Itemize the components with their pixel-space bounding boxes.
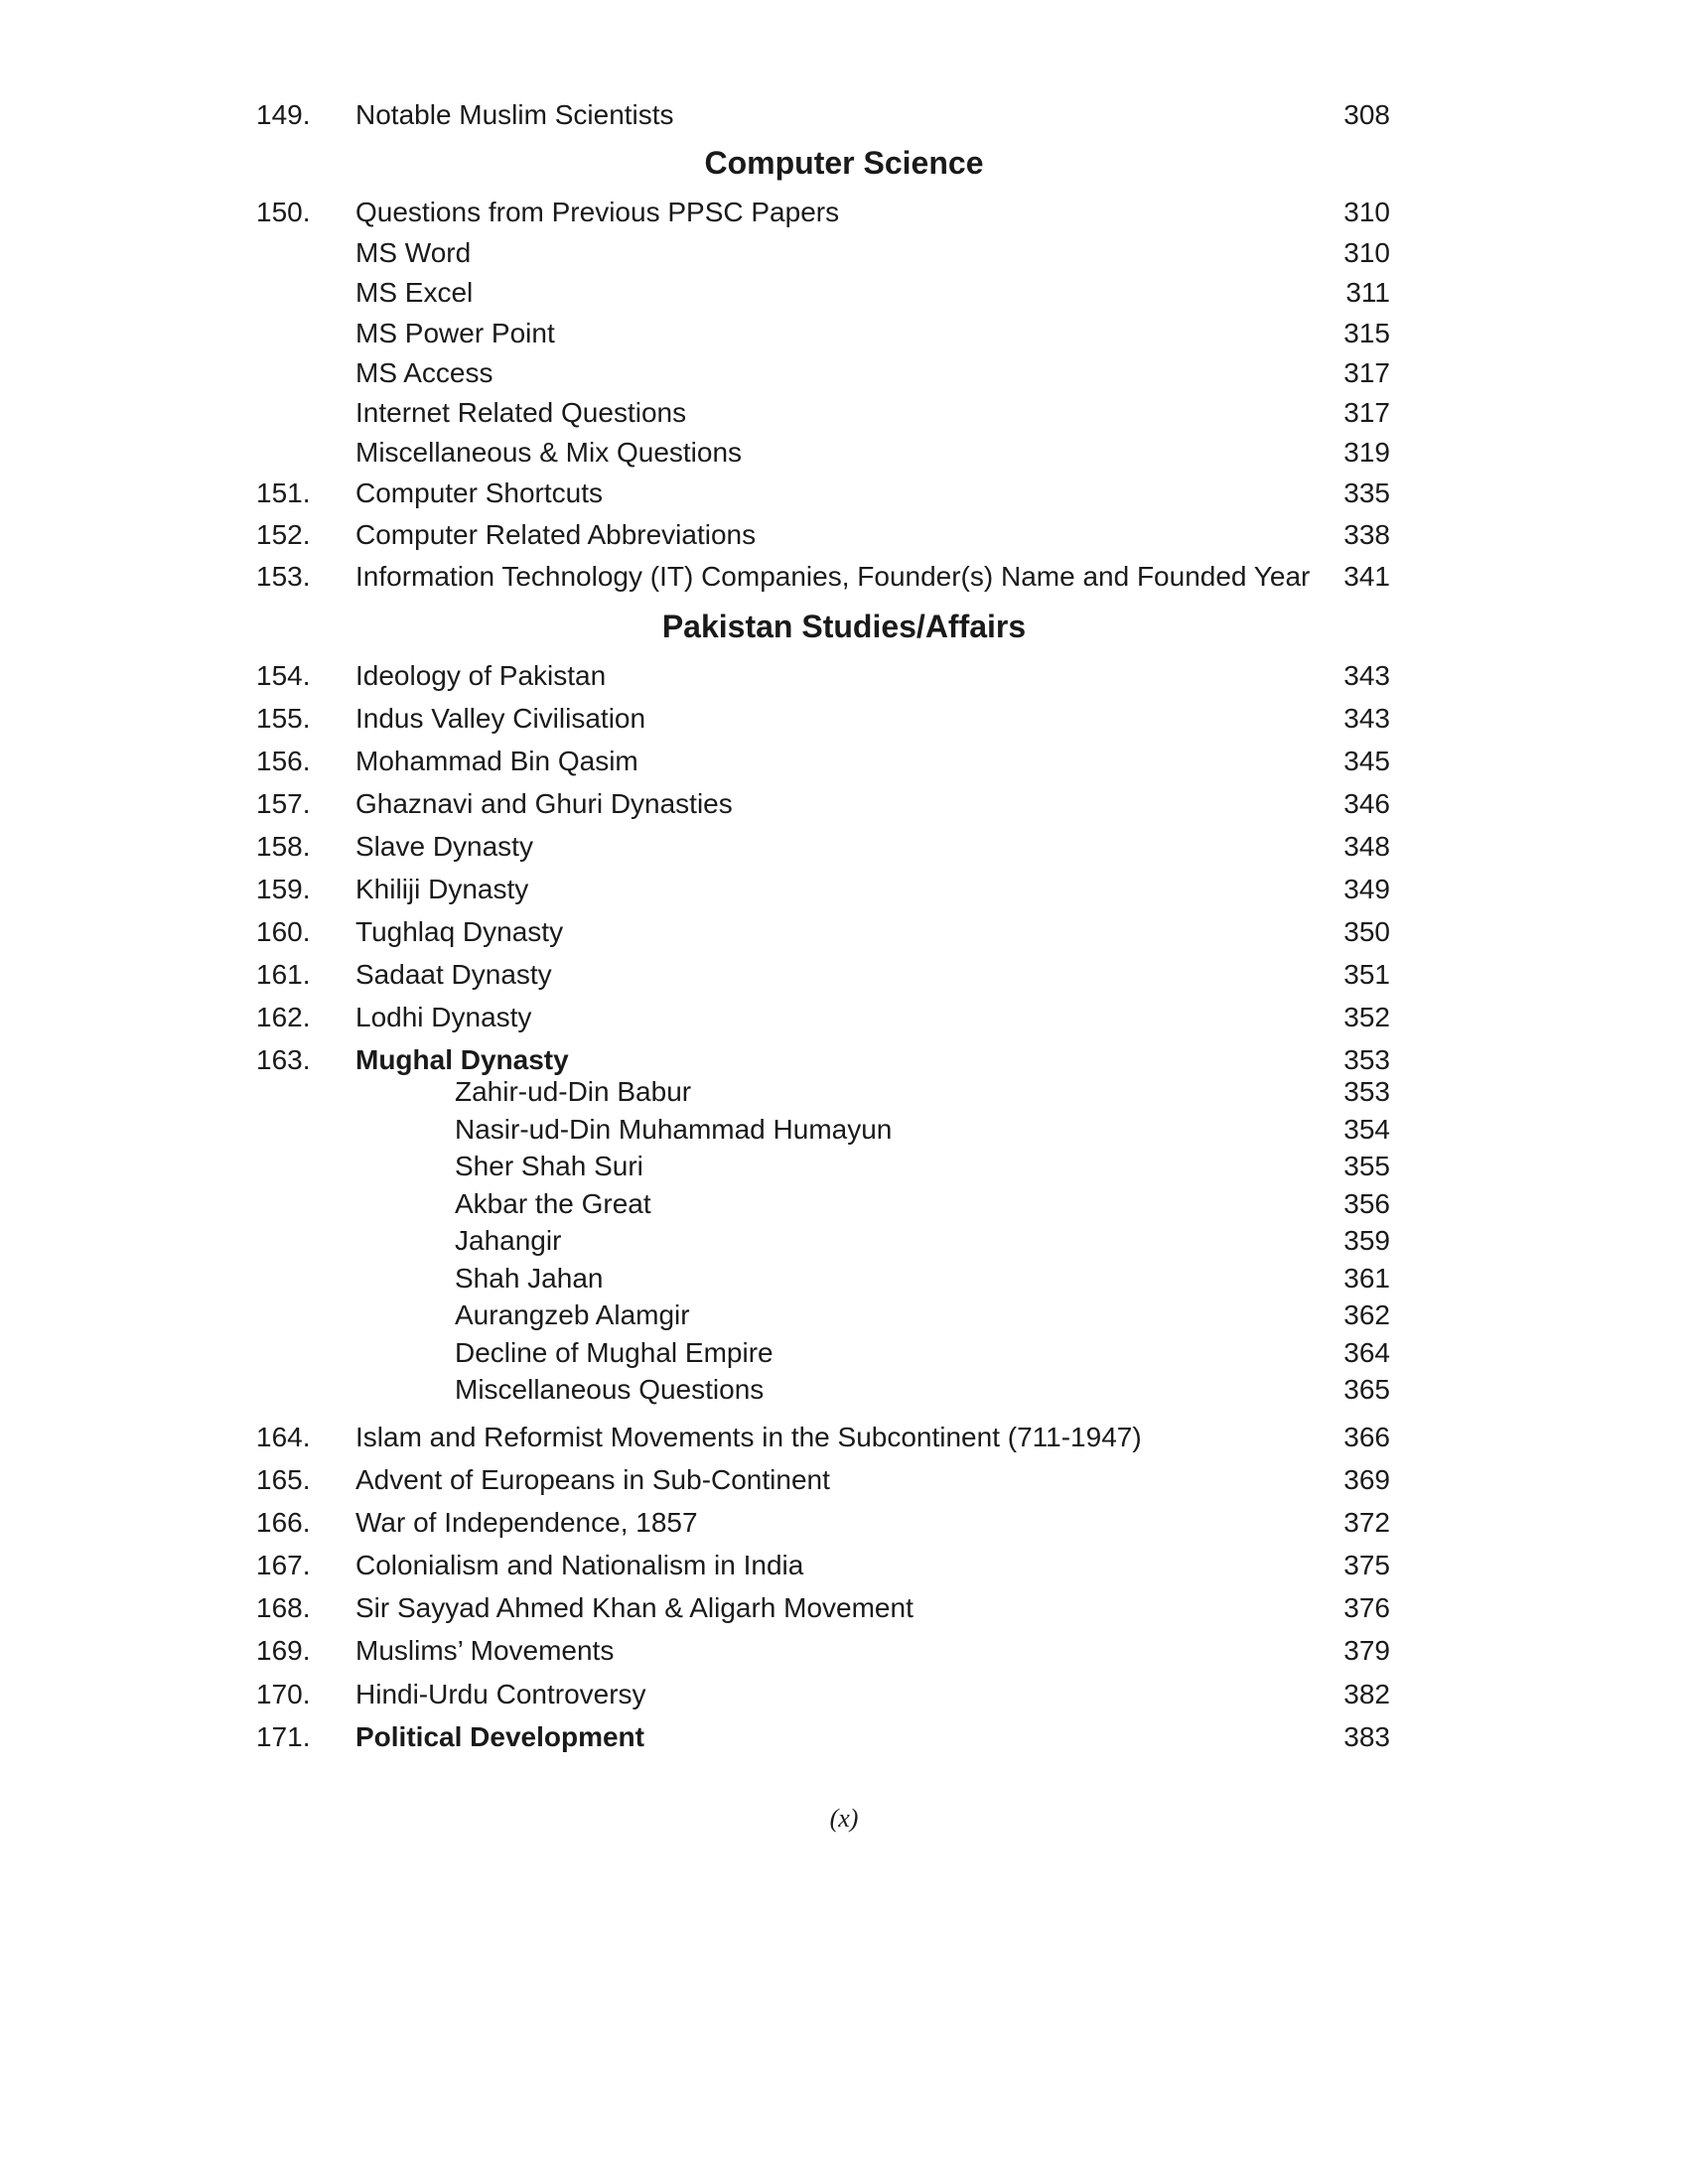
toc-entry [0, 1587, 1688, 1629]
toc-entry [0, 473, 1688, 514]
entry-title: Nasir-ud-Din Muhammad Humayun [455, 1114, 893, 1145]
entry-page-number: 343 [1343, 703, 1390, 734]
entry-number: 156. [256, 746, 311, 776]
toc-entry [0, 1545, 1688, 1586]
entry-page-number: 353 [1343, 1044, 1390, 1075]
section-heading: Pakistan Studies/Affairs [661, 609, 1027, 644]
entry-number: 165. [256, 1464, 311, 1495]
toc-subentry [0, 1071, 1688, 1113]
entry-title: Hindi-Urdu Controversy [355, 1679, 646, 1709]
toc-entry [0, 192, 1688, 233]
entry-page-number: 369 [1343, 1464, 1390, 1495]
entry-number: 157. [256, 788, 311, 819]
toc-entry [0, 1716, 1688, 1758]
toc-entry [0, 655, 1688, 697]
entry-number: 155. [256, 703, 311, 734]
toc-subentry [0, 1369, 1688, 1411]
entry-title: Miscellaneous & Mix Questions [355, 437, 743, 468]
entry-page-number: 351 [1343, 959, 1390, 990]
entry-page-number: 319 [1343, 437, 1390, 468]
entry-page-number: 355 [1343, 1151, 1390, 1181]
entry-title: MS Word [355, 237, 472, 268]
entry-title: Islam and Reformist Movements in the Subcontinent (711-1947) [355, 1422, 1142, 1452]
toc-subentry [0, 1258, 1688, 1299]
toc-entry [0, 1630, 1688, 1672]
entry-number: 164. [256, 1422, 311, 1452]
toc-entry [0, 826, 1688, 868]
entry-title: Miscellaneous Questions [455, 1374, 765, 1405]
entry-title: Lodhi Dynasty [355, 1002, 532, 1032]
entry-page-number: 341 [1343, 561, 1390, 592]
toc-subentry [0, 1295, 1688, 1336]
toc-entry [0, 1502, 1688, 1544]
entry-number: 153. [256, 561, 311, 592]
entry-title: MS Power Point [355, 318, 555, 348]
toc-subentry [0, 1332, 1688, 1374]
toc-entry [0, 556, 1688, 598]
entry-number: 163. [256, 1044, 311, 1075]
entry-page-number: 364 [1343, 1337, 1390, 1368]
entry-title: Information Technology (IT) Companies, Founder(s) Name and Founded Year [355, 561, 1311, 592]
entry-number: 152. [256, 519, 311, 550]
entry-number: 150. [256, 197, 311, 227]
entry-title: Sher Shah Suri [455, 1151, 643, 1181]
section-heading: Computer Science [704, 145, 984, 181]
entry-title: Notable Muslim Scientists [355, 99, 674, 130]
toc-entry [0, 911, 1688, 953]
entry-page-number: 317 [1343, 357, 1390, 388]
entry-page-number: 362 [1343, 1299, 1390, 1330]
entry-page-number: 310 [1343, 197, 1390, 227]
entry-title: MS Excel [355, 277, 474, 308]
entry-number: 151. [256, 478, 311, 508]
toc-subentry [0, 1183, 1688, 1225]
entry-title: MS Access [355, 357, 493, 388]
entry-page-number: 346 [1343, 788, 1390, 819]
entry-title: War of Independence, 1857 [355, 1507, 698, 1538]
entry-page-number: 365 [1343, 1374, 1390, 1405]
entry-title: Advent of Europeans in Sub-Continent [355, 1464, 830, 1495]
toc-entry [0, 954, 1688, 996]
entry-title: Sadaat Dynasty [355, 959, 552, 990]
entry-number: 171. [256, 1721, 311, 1752]
entry-title: Questions from Previous PPSC Papers [355, 197, 840, 227]
toc-entry [0, 352, 1688, 394]
toc-entry [0, 94, 1688, 136]
entry-title: Colonialism and Nationalism in India [355, 1550, 804, 1580]
entry-title: Indus Valley Civilisation [355, 703, 646, 734]
entry-page-number: 345 [1343, 746, 1390, 776]
entry-number: 160. [256, 916, 311, 947]
entry-title: Decline of Mughal Empire [455, 1337, 774, 1368]
entry-title: Aurangzeb Alamgir [455, 1299, 690, 1330]
entry-number: 169. [256, 1635, 311, 1666]
entry-number: 158. [256, 831, 311, 862]
entry-title: Computer Related Abbreviations [355, 519, 757, 550]
entry-number: 167. [256, 1550, 311, 1580]
entry-page-number: 308 [1343, 99, 1390, 130]
toc-entry [0, 432, 1688, 474]
entry-page-number: 315 [1343, 318, 1390, 348]
entry-title: Khiliji Dynasty [355, 874, 529, 904]
toc-entry [0, 1417, 1688, 1458]
entry-page-number: 366 [1343, 1422, 1390, 1452]
toc-entry [0, 741, 1688, 782]
entry-page-number: 335 [1343, 478, 1390, 508]
entry-number: 168. [256, 1592, 311, 1623]
entry-page-number: 372 [1343, 1507, 1390, 1538]
entry-page-number: 361 [1343, 1263, 1390, 1294]
entry-title: Akbar the Great [455, 1188, 651, 1219]
toc-subentry [0, 1109, 1688, 1151]
toc-subentry [0, 1146, 1688, 1187]
toc-entry [0, 997, 1688, 1038]
page-number-footer: (x) [829, 1804, 859, 1833]
entry-page-number: 343 [1343, 660, 1390, 691]
entry-page-number: 356 [1343, 1188, 1390, 1219]
entry-title: Mohammad Bin Qasim [355, 746, 638, 776]
entry-title: Computer Shortcuts [355, 478, 603, 508]
entry-page-number: 375 [1343, 1550, 1390, 1580]
entry-page-number: 350 [1343, 916, 1390, 947]
entry-page-number: 338 [1343, 519, 1390, 550]
entry-title: Muslims’ Movements [355, 1635, 615, 1666]
toc-entry [0, 1459, 1688, 1501]
toc-entry [0, 232, 1688, 274]
entry-page-number: 383 [1343, 1721, 1390, 1752]
toc-entry [0, 514, 1688, 556]
toc-entry [0, 1674, 1688, 1715]
toc-entry [0, 313, 1688, 354]
entry-number: 161. [256, 959, 311, 990]
entry-title: Internet Related Questions [355, 397, 687, 428]
entry-title: Slave Dynasty [355, 831, 533, 862]
entry-title: Tughlaq Dynasty [355, 916, 564, 947]
entry-page-number: 353 [1343, 1076, 1390, 1107]
entry-number: 159. [256, 874, 311, 904]
toc-subentry [0, 1220, 1688, 1262]
entry-page-number: 349 [1343, 874, 1390, 904]
entry-page-number: 376 [1343, 1592, 1390, 1623]
entry-title: Ideology of Pakistan [355, 660, 607, 691]
entry-page-number: 354 [1343, 1114, 1390, 1145]
entry-page-number: 348 [1343, 831, 1390, 862]
toc-entry [0, 869, 1688, 910]
entry-page-number: 379 [1343, 1635, 1390, 1666]
entry-page-number: 310 [1343, 237, 1390, 268]
entry-title: Shah Jahan [455, 1263, 604, 1294]
entry-number: 166. [256, 1507, 311, 1538]
entry-title: Political Development [355, 1721, 644, 1752]
entry-title: Ghaznavi and Ghuri Dynasties [355, 788, 733, 819]
entry-number: 162. [256, 1002, 311, 1032]
entry-title: Sir Sayyad Ahmed Khan & Aligarh Movement [355, 1592, 914, 1623]
entry-number: 154. [256, 660, 311, 691]
entry-number: 170. [256, 1679, 311, 1709]
entry-title: Mughal Dynasty [355, 1044, 569, 1075]
entry-number: 149. [256, 99, 311, 130]
toc-entry [0, 783, 1688, 825]
entry-page-number: 382 [1343, 1679, 1390, 1709]
entry-page-number: 317 [1343, 397, 1390, 428]
entry-title: Jahangir [455, 1225, 562, 1256]
entry-page-number: 311 [1345, 277, 1390, 308]
entry-title: Zahir-ud-Din Babur [455, 1076, 692, 1107]
entry-page-number: 359 [1343, 1225, 1390, 1256]
toc-entry [0, 698, 1688, 740]
entry-page-number: 352 [1343, 1002, 1390, 1032]
toc-entry [0, 272, 1688, 314]
toc-entry [0, 392, 1688, 434]
